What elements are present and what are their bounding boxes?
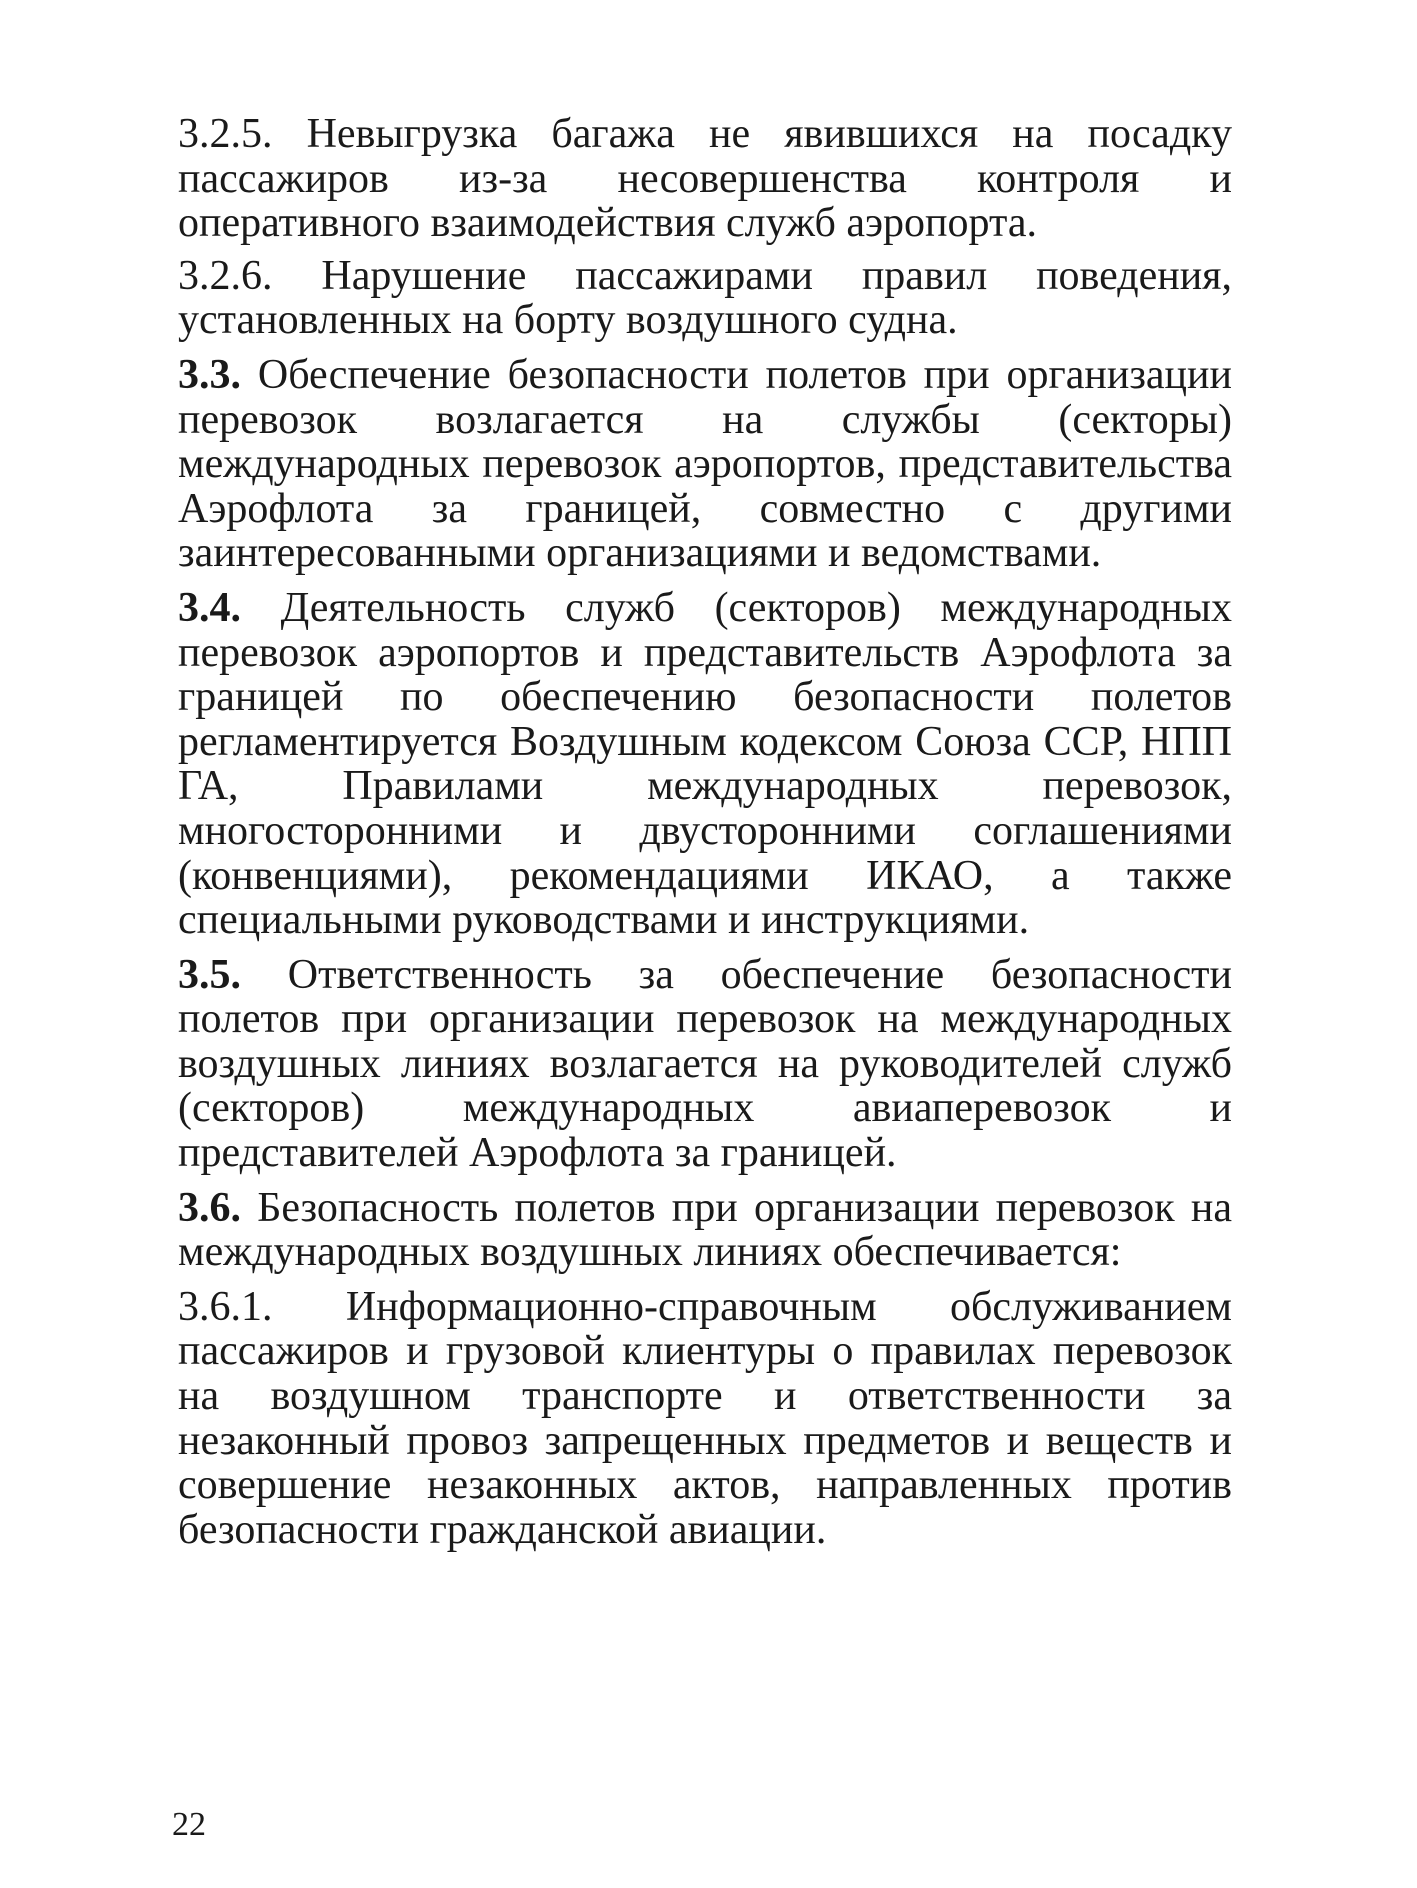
paragraph-3-4 [178, 586, 1232, 943]
paragraph-text: Деятельность служб (секторов) международных перевозок аэропортов и представительств Аэрофлота за границей по обеспечению безопасности полетов регламентируется Воздушным кодексом Союза ССР, НПП ГА, Правилами международных перевозок, многосторонними и двусторонними соглашениями (конвенциями), рекомендациями ИКАО, а также специальными руководствами и инструкциями. [178, 584, 1232, 944]
paragraph-3-2-6 [178, 254, 1232, 343]
paragraph-3-6-1 [178, 1285, 1232, 1553]
paragraph-3-2-5 [178, 112, 1232, 246]
paragraph-3-5 [178, 953, 1232, 1176]
paragraph-text: Безопасность полетов при организации перевозок на международных воздушных линиях обеспечивается: [178, 1184, 1232, 1276]
document-page [178, 112, 1232, 1562]
paragraph-text: 3.2.6. Нарушение пассажирами правил поведения, установленных на борту воздушного судна. [178, 252, 1232, 344]
paragraph-number: 3.3. [178, 351, 241, 398]
paragraph-text: Ответственность за обеспечение безопасности полетов при организации перевозок на международных воздушных линиях возлагается на руководителей служб (секторов) международных авиаперевозок и представителей Аэрофлота за границей. [178, 951, 1232, 1177]
paragraph-number: 3.5. [178, 951, 241, 998]
paragraph-text: Обеспечение безопасности полетов при организации перевозок возлагается на службы (секторы) международных перевозок аэропортов, представительства Аэрофлота за границей, совместно с другими заинтересованными организациями и ведомствами. [178, 351, 1232, 577]
paragraph-text: 3.2.5. Невыгрузка багажа не явившихся на посадку пассажиров из-за несовершенства контроля и оперативного взаимодействия служб аэропорта. [178, 111, 1232, 247]
page-number: 22 [172, 1806, 206, 1843]
paragraph-number: 3.6. [178, 1184, 241, 1231]
paragraph-3-3 [178, 353, 1232, 576]
paragraph-3-6 [178, 1186, 1232, 1275]
paragraph-number: 3.4. [178, 584, 241, 631]
paragraph-text: 3.6.1. Информационно-справочным обслуживанием пассажиров и грузовой клиентуры о правилах перевозок на воздушном транспорте и ответственности за незаконный провоз запрещенных предметов и веществ и совершение незаконных актов, направленных против безопасности гражданской авиации. [178, 1283, 1232, 1553]
